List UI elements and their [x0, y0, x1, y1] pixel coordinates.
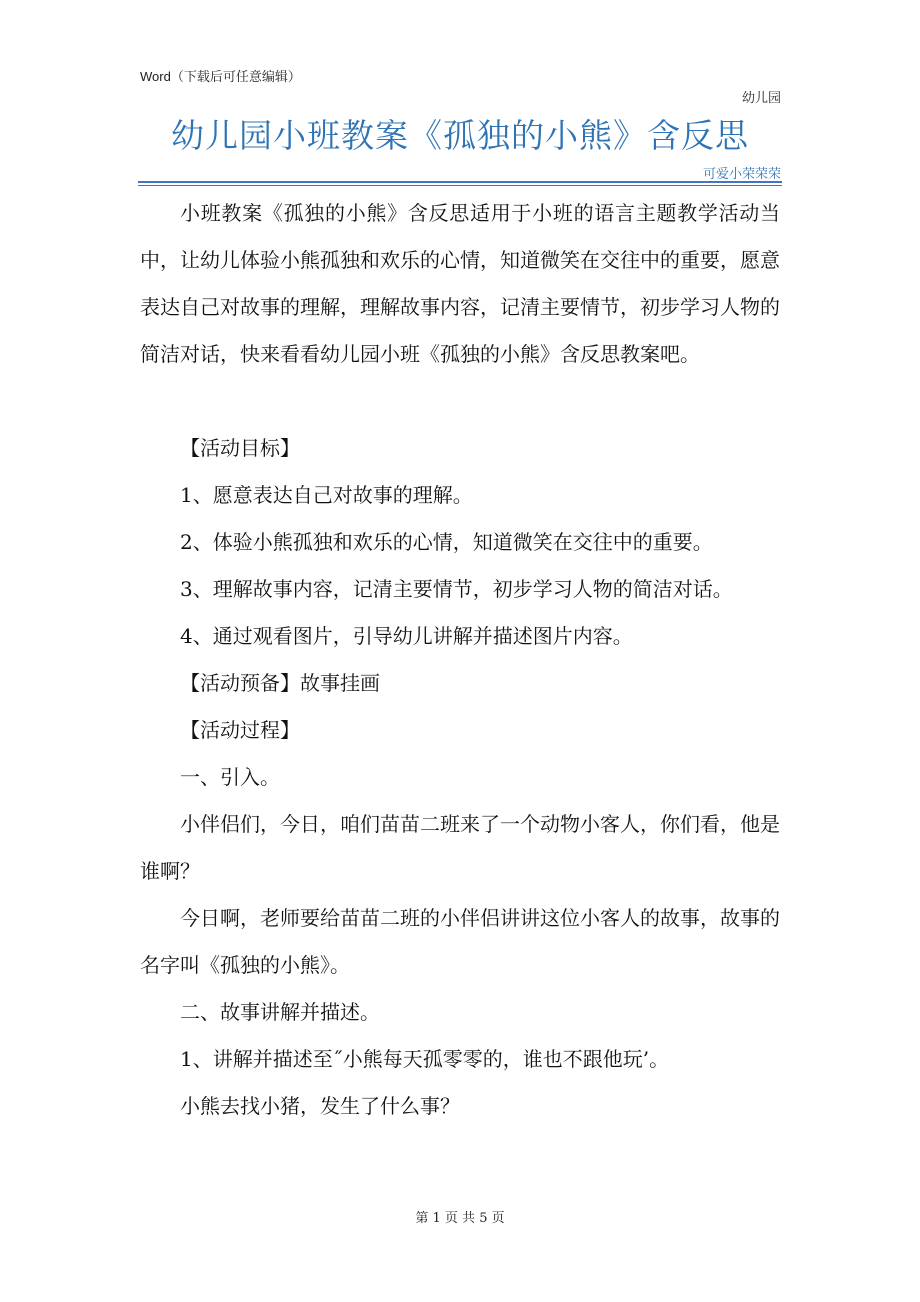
- goals-heading: 【活动目标】: [180, 436, 300, 460]
- step-paragraph: 小伴侣们，今日，咱们苗苗二班来了一个动物小客人，你们看，他是谁啊？: [140, 812, 780, 883]
- header-category: 幼儿园: [741, 91, 781, 106]
- goal-item: 1、愿意表达自己对故事的理解。: [180, 483, 473, 507]
- paragraph-spacer: [140, 378, 780, 425]
- step-heading: 一、引入。: [180, 765, 280, 789]
- process-heading: 【活动过程】: [180, 718, 300, 742]
- step-question: 小熊去找小猪，发生了什么事？: [180, 1094, 460, 1118]
- goal-item: 3、理解故事内容，记清主要情节，初步学习人物的简洁对话。: [180, 577, 733, 601]
- document-author: 可爱小荣荣荣: [702, 167, 781, 182]
- document-title: 幼儿园小班教案《孤独的小熊》含反思: [171, 116, 749, 155]
- header-note: Word（下载后可任意编辑）: [140, 69, 301, 84]
- step-heading: 二、故事讲解并描述。: [180, 1000, 380, 1024]
- title-divider-thin: [138, 185, 782, 186]
- title-divider: [138, 181, 782, 183]
- step-item: 1、讲解并描述至˝小熊每天孤零零的，谁也不跟他玩’。: [180, 1047, 670, 1071]
- goal-item: 4、通过观看图片，引导幼儿讲解并描述图片内容。: [180, 624, 633, 648]
- document-body: [140, 190, 780, 1130]
- page-number: 第 1 页 共 5 页: [415, 1211, 505, 1226]
- preparation-line: 【活动预备】故事挂画: [180, 671, 380, 695]
- step-paragraph: 今日啊，老师要给苗苗二班的小伴侣讲讲这位小客人的故事，故事的名字叫《孤独的小熊》。: [140, 906, 780, 977]
- goal-item: 2、体验小熊孤独和欢乐的心情，知道微笑在交往中的重要。: [180, 530, 713, 554]
- intro-paragraph: 小班教案《孤独的小熊》含反思适用于小班的语言主题教学活动当中，让幼儿体验小熊孤独和欢乐的心情，知道微笑在交往中的重要，愿意表达自己对故事的理解，理解故事内容，记清主要情节，初步学习人物的简洁对话，快来看看幼儿园小班《孤独的小熊》含反思教案吧。: [140, 201, 780, 366]
